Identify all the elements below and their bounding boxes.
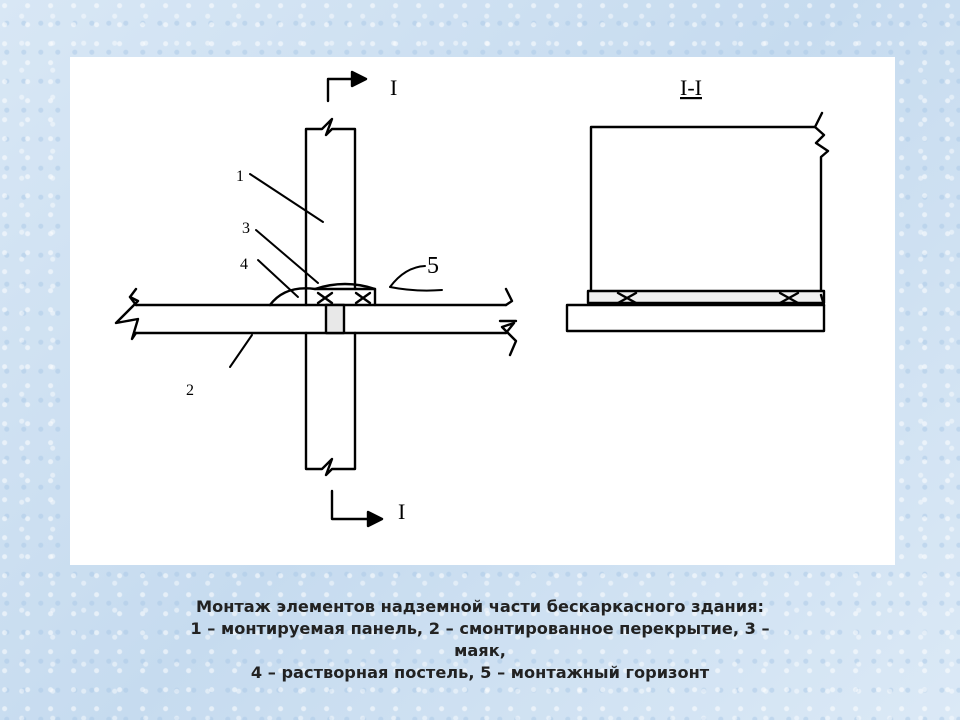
section-mortar-bed: [588, 291, 824, 303]
label-slab: 2: [186, 382, 194, 399]
figure-caption: [100, 596, 860, 684]
section-panel: [591, 113, 828, 291]
beacon: [326, 305, 344, 333]
caption-line-3: маяк,: [454, 641, 506, 660]
mounted-panel-upper: [306, 119, 355, 305]
label-panel: 1: [236, 168, 244, 185]
section-marker-top-label: I: [390, 75, 398, 100]
label-beacon: 3: [242, 220, 250, 237]
mounted-panel-lower: [306, 333, 355, 475]
installed-slab: [116, 289, 516, 355]
section-marker-bottom-label: I: [398, 499, 406, 524]
diagram-figure: [70, 57, 895, 565]
caption-line-4: 4 – растворная постель, 5 – монтажный горизонт: [250, 663, 710, 682]
label-horizon: 5: [427, 253, 439, 279]
caption-line-2: 1 – монтируемая панель, 2 – смонтированное перекрытие, 3 –: [190, 619, 770, 638]
section-arrow-top: [328, 72, 366, 101]
caption-line-1: Монтаж элементов надземной части бескаркасного здания:: [196, 597, 764, 616]
label-mortar-bed: 4: [240, 256, 248, 273]
section-arrow-bottom: [332, 491, 382, 526]
mortar-bed: [270, 284, 375, 305]
leader-lines: [230, 174, 442, 367]
diagram-canvas: [70, 57, 895, 565]
section-title: I-I: [680, 75, 702, 100]
